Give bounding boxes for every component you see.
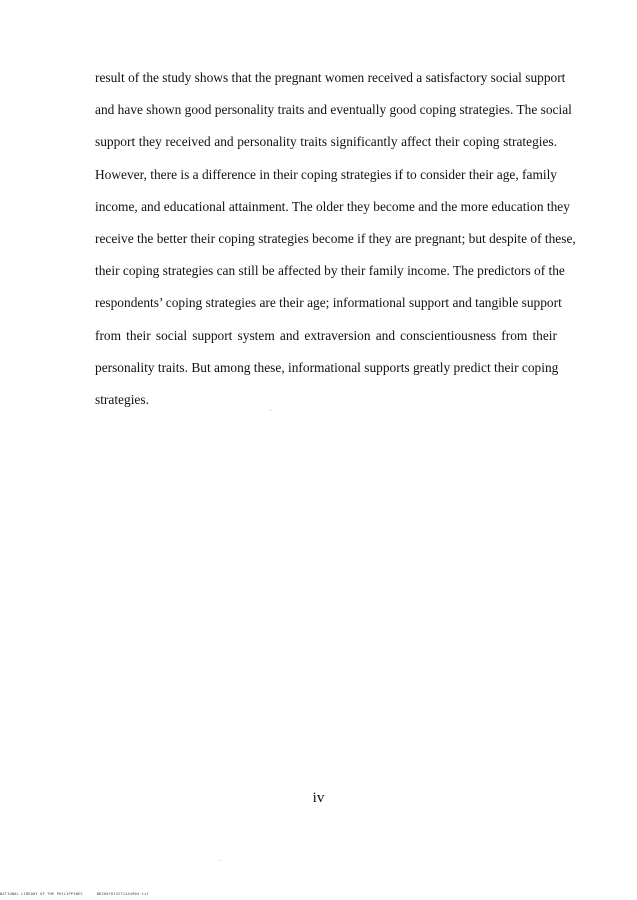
paragraph-line: their coping strategies can still be affected by their family income. The predictors of the: [95, 263, 565, 279]
paragraph-line: income, and educational attainment. The older they become and the more education they: [95, 198, 570, 214]
paragraph-line: personality traits. But among these, informational supports greatly predict their coping: [95, 359, 559, 375]
paragraph-line: and have shown good personality traits and eventually good coping strategies. The social: [95, 102, 572, 118]
paragraph-line: receive the better their coping strategies become if they are pregnant; but despite of these,: [95, 231, 576, 247]
footer-library: NATIONAL LIBRARY OF THE PHILIPPINES: [0, 892, 83, 896]
page-number: iv: [312, 790, 325, 806]
scan-speck: [270, 410, 271, 411]
paragraph-line-last: strategies.: [95, 392, 149, 408]
paragraph-line: However, there is a difference in their coping strategies if to consider their age, family: [95, 166, 557, 182]
paragraph-line: from their social support system and extraversion and conscientiousness from their: [95, 327, 557, 343]
paragraph-line: support they received and personality traits significantly affect their coping strategies.: [95, 134, 557, 150]
scan-footer: [0, 892, 149, 896]
paragraph-line: respondents’ coping strategies are their age; informational support and tangible support: [95, 295, 562, 311]
paragraph-line: result of the study shows that the pregnant women received a satisfactory social support: [95, 70, 566, 85]
scan-speck: [220, 860, 221, 861]
abstract-paragraph: [95, 62, 576, 416]
footer-file-code: BD2007074271444904.tif: [96, 892, 149, 896]
